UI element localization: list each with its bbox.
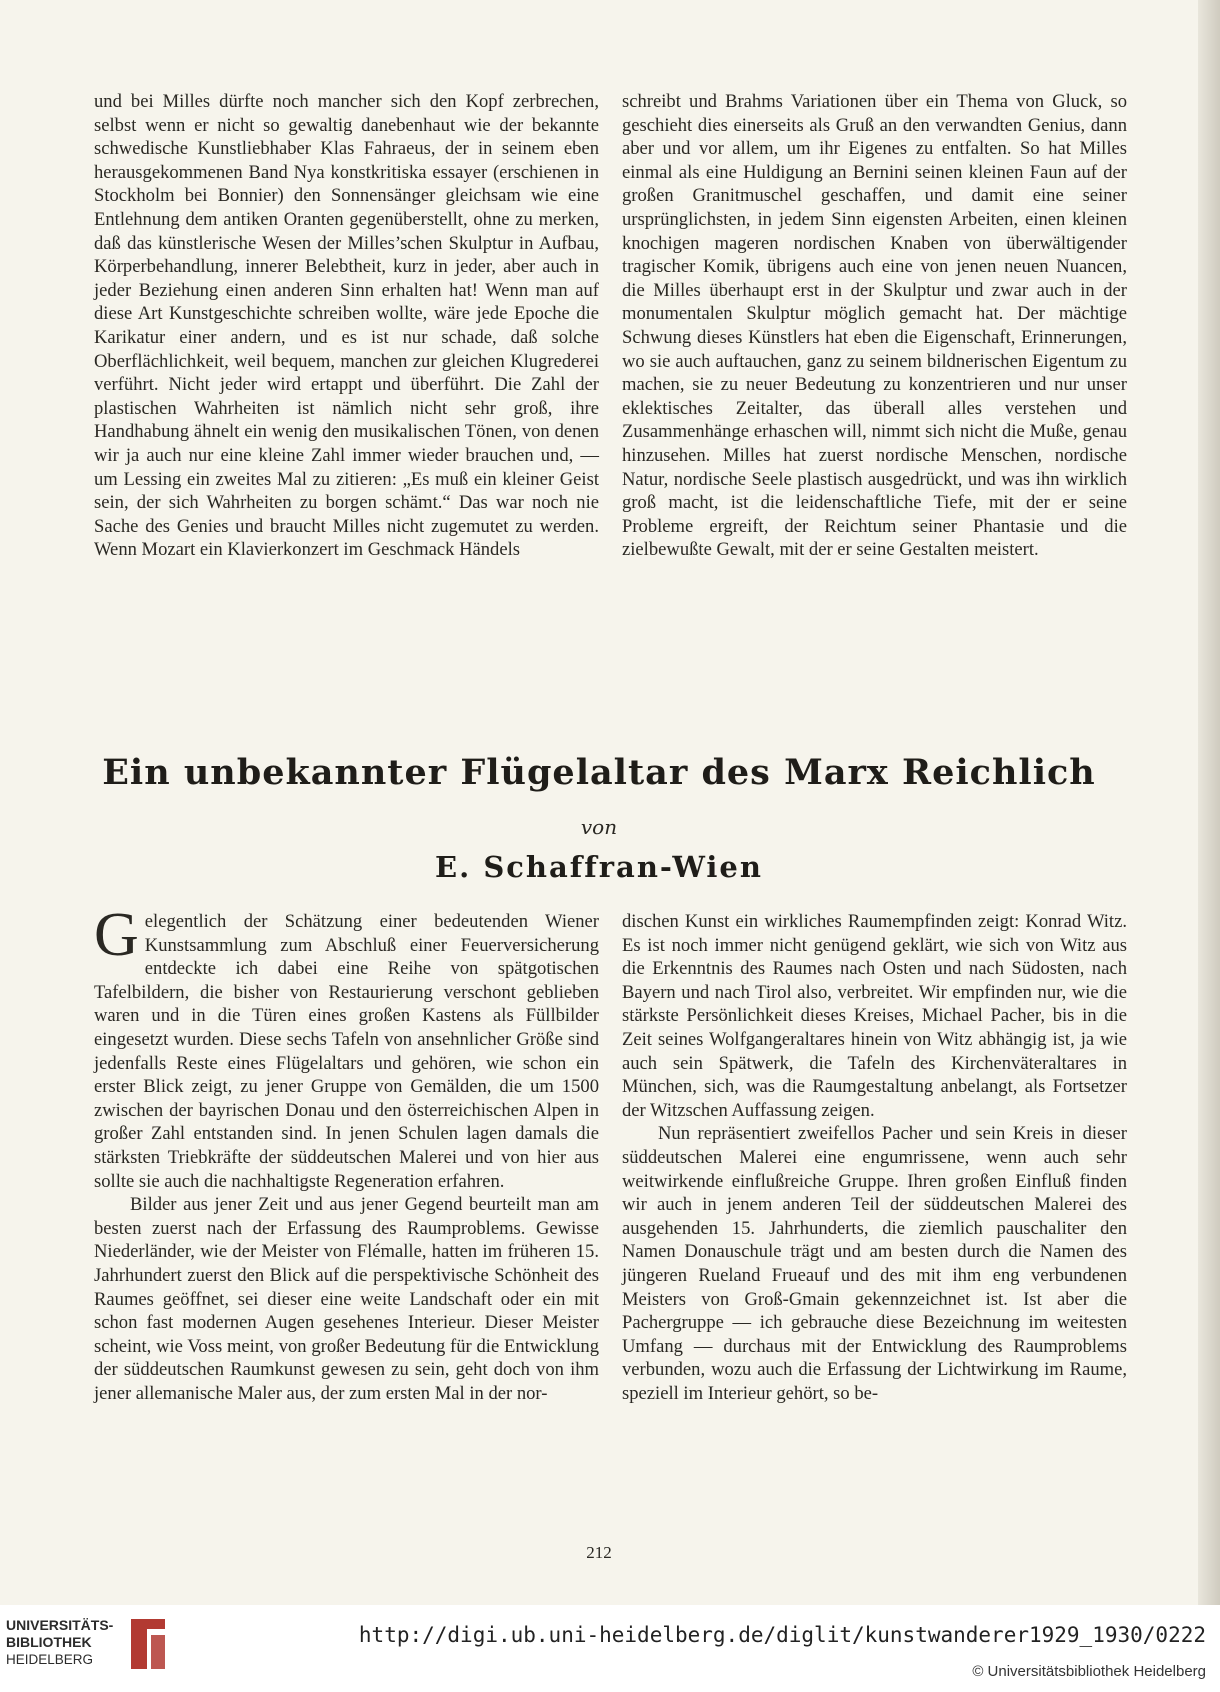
article-paragraph-1-text: elegentlich der Schätzung einer bedeutenden Wiener Kunstsammlung zum Abschluß einer Feuerversicherung entdeckte ich dabei eine Reihe von spätgotischen Tafelbildern, die bisher von Restaurierung verschont geblieben waren und in die Türen eines großen Kastens als Füllbilder eingesetzt wurden. Diese sechs Tafeln von ansehnlicher Größe sind jedenfalls Reste eines Flügelaltars und gehören, wie schon ein erster Blick zeigt, zu jener Gruppe von Gemälden, die um 1500 zwischen der bayrischen Donau und den österreichischen Alpen in großer Zahl entstanden sind. In jenen Schulen lagen damals die stärksten Triebkräfte der süddeutschen Malerei und von hier aus sollte sie auch die nachhaltigste Regeneration erfahren. [94,911,599,1192]
article-paragraph-1 [94,901,599,1193]
footer-bar [0,1605,1220,1692]
article-author: E. Schaffran-Wien [435,850,763,884]
top-right-column [622,90,1127,562]
article-right-column [622,910,1127,1405]
library-logo-text [6,1617,126,1668]
article-paragraph-3: dischen Kunst ein wirkliches Raumempfinden zeigt: Konrad Witz. Es ist noch immer nicht genügend geklärt, wie sich von Witz aus die Erkenntnis des Raumes nach Osten und nach Südosten, nach Bayern und nach Tirol also, verbreitet. Wir empfinden nur, wie die stärkste Persönlichkeit dieses Kreises, Michael Pacher, bis in die Zeit seines Wolfgangeraltares hinein von Witz abhängig ist, ja wie auch sein Spätwerk, die Tafeln des Kirchenväteraltares in München, sich, was die Raumgestaltung anbelangt, als Fortsetzer der Witzschen Auffassung zeigen. [622,911,1127,1121]
article-title: Ein unbekannter Flügelaltar des Marx Reichlich [102,752,1096,793]
library-logo-icon [127,1615,169,1673]
drop-cap: G [94,901,139,969]
article-left-column [94,901,599,1405]
top-left-paragraph: und bei Milles dürfte noch mancher sich den Kopf zerbrechen, selbst wenn er nicht so gewaltig danebenhaut wie der bekannte schwedische Kunstliebhaber Klas Fahraeus, der in seinem eben herausgekommenen Band Nya konstkritiska essayer (erschienen in Stockholm bei Bonnier) den Sonnensänger gleichsam wie eine Entlehnung dem antiken Oranten gegenüberstellt, ohne zu merken, daß das künstlerische Wesen der Milles’schen Skulptur in Aufbau, Körperbehandlung, innerer Belebtheit, kurz in jeder, aber auch in jeder Beziehung einen anderen Sinn erhalten hat! Wenn man auf diese Art Kunstgeschichte schreiben wollte, wäre jede Epoche die Karikatur einer andern, und es ist nur schade, daß solche Oberflächlichkeit, weil bequem, manchen zur gleichen Klugrederei verführt. Nicht jeder wird ertappt und überführt. Die Zahl der plastischen Wahrheiten ist nämlich nicht sehr groß, ihre Handhabung ähnelt ein wenig den musikalischen Tönen, von denen wir ja auch nur eine kleine Zahl immer wieder brauchen und, — um Lessing ein zweites Mal zu zitieren: „Es muß ein kleiner Geist sein, der sich Wahrheiten zu borgen schämt.“ Das war noch nie Sache des Genies und braucht Milles nicht zugemutet zu werden. Wenn Mozart ein Klavierkonzert im Geschmack Händels [94,91,599,561]
page-edge-shadow [1198,0,1220,1605]
copyright-notice: © Universitätsbibliothek Heidelberg [972,1663,1206,1680]
top-right-paragraph: schreibt und Brahms Variationen über ein Thema von Gluck, so geschieht dies einerseits als Gruß an den verwandten Genius, dann aber und vor allem, um ihr Eigenes zu entfalten. So hat Milles einmal als eine Huldigung an Bernini seinen kleinen Faun auf der großen Granitmuschel geschaffen, und damit eine seiner ursprünglichsten, in jedem Sinn eigensten Arbeiten, einen kleinen knochigen mageren nordischen Knaben von überwältigender tragischer Komik, übrigens auch eine von jenen neuen Nuancen, die Milles überhaupt erst in der Skulptur und zwar auch in der monumentalen Skulptur möglich gemacht hat. Der mächtige Schwung dieses Künstlers hat eben die Eigenschaft, Erinnerungen, wo sie auch auftauchen, ganz zu seinem bildnerischen Eigentum zu machen, sie zu neuer Bedeutung zu konzentrieren und nur unser eklektisches Zeitalter, das überall alles verstehen und Zusammenhänge erhaschen will, nimmt sich nicht die Muße, genau hinzusehen. Milles hat zuerst nordische Menschen, nordische Natur, nordische Seele plastisch ausgedrückt, und was ihn wirklich groß macht, ist die leidenschaftliche Tiefe, mit der er seine Probleme ergreift, der Reichtum seiner Phantasie und die zielbewußte Gewalt, mit der er seine Gestalten meistert. [622,91,1127,561]
logo-line-2: BIBLIOTHEK [6,1634,92,1650]
top-left-column [94,90,599,562]
article-byline: von [580,815,618,839]
logo-line-3: HEIDELBERG [6,1652,94,1667]
article-paragraph-2: Bilder aus jener Zeit und aus jener Gegend beurteilt man am besten zuerst nach der Erfassung des Raumproblems. Gewisse Niederländer, wie der Meister von Flémalle, hatten im früheren 15. Jahrhundert zuerst den Blick auf die perspektivische Schönheit des Raumes geöffnet, sei dieser eine weite Landschaft oder ein mit schon fast modernen Augen gesehenes Interieur. Dieser Meister scheint, wie Voss meint, von großer Bedeutung für die Entwicklung der süddeutschen Raumkunst gewesen zu sein, geht doch von ihm jener allemanische Maler aus, der zum ersten Mal in der nor- [94,1194,599,1404]
source-url-link[interactable]: http://digi.ub.uni-heidelberg.de/diglit/kunstwanderer1929_1930/0222 [358,1623,1206,1647]
page-number: 212 [586,1543,612,1562]
logo-line-1: UNIVERSITÄTS- [6,1617,114,1633]
article-paragraph-4: Nun repräsentiert zweifellos Pacher und sein Kreis in dieser süddeutschen Malerei eine engumrissene, wenn auch sehr weitwirkende einflußreiche Gruppe. Ihren großen Einfluß finden wir auch in jenem anderen Teil der süddeutschen Malerei des ausgehenden 15. Jahrhunderts, die ziemlich pauschaliter den Namen Donauschule trägt und am besten durch die Namen des jüngeren Rueland Frueauf und des mit ihm eng verbundenen Meisters von Groß-Gmain gekennzeichnet ist. Ist aber die Pachergruppe — ich gebrauche diese Bezeichnung im weitesten Umfang — durchaus mit der Entwicklung des Raumproblems verbunden, wozu auch die Erfassung der Lichtwirkung im Raume, speziell im Interieur gehört, so be- [622,1123,1127,1404]
